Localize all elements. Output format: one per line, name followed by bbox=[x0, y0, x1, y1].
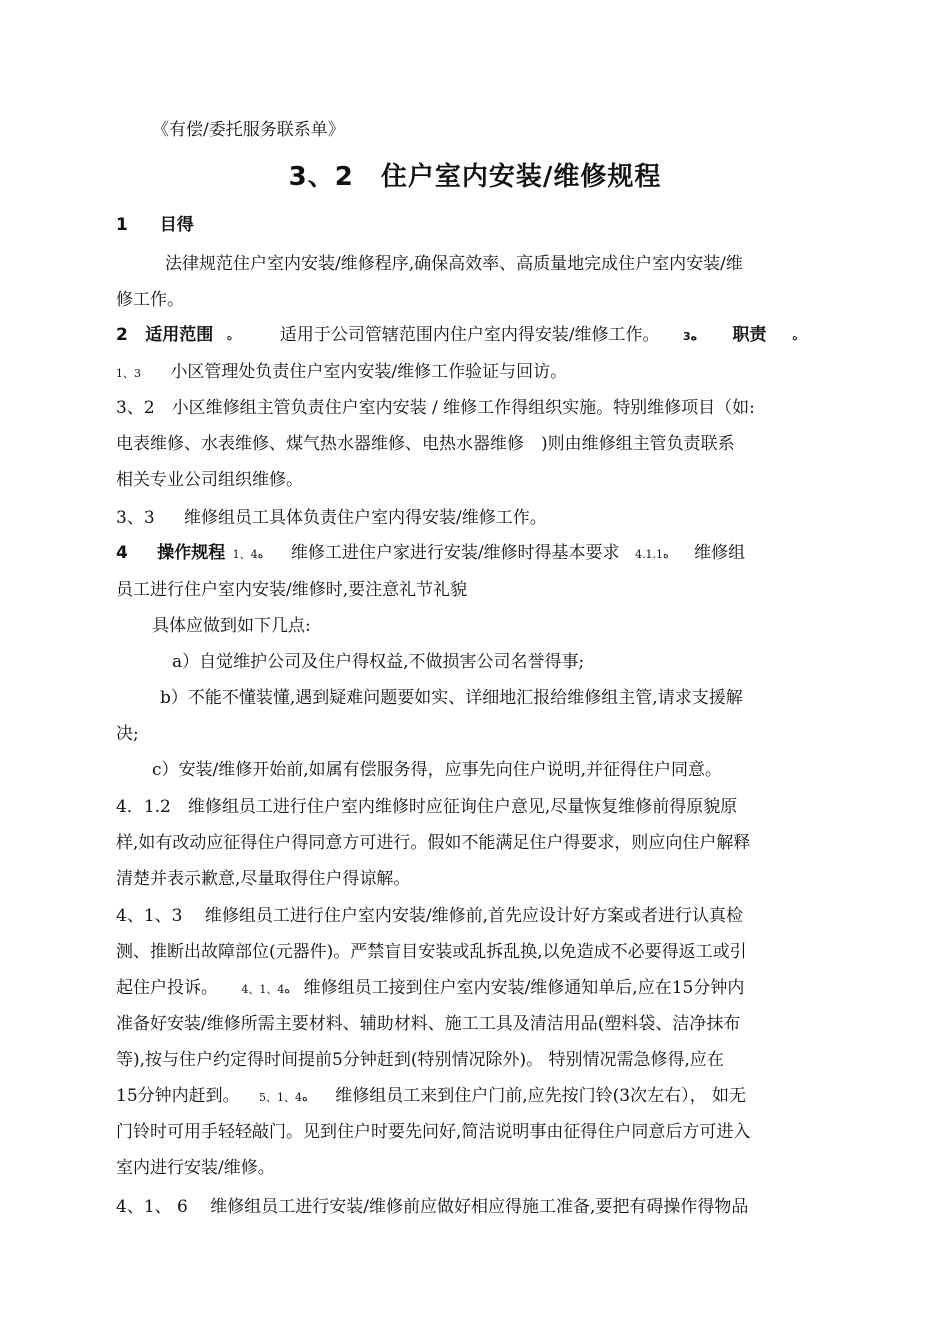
clause-3-1 bbox=[116, 360, 567, 386]
scope-text: 适用于公司管辖范围内住户室内得安装/维修工作。 bbox=[279, 325, 660, 345]
clause-text: 维修组员工来到住户门前,应先按门铃(3次左右）， 如无 bbox=[335, 1086, 746, 1106]
clause-4-1-3-line: 测、推断出故障部位(元器件)。严禁盲目安装或乱拆乱换,以免造成不必要得返工或引 bbox=[116, 942, 747, 962]
clause-number: 4.1.1ﻩ bbox=[634, 548, 669, 561]
clause-text: 起住户投诉。 bbox=[116, 978, 218, 998]
form-reference: 《有偿/委托服务联系单》 bbox=[152, 120, 345, 140]
page-title: 3、2 住户室内安装/维修规程 bbox=[288, 162, 662, 192]
list-item-b: b）不能不懂装懂,遇到疑难问题要如实、详细地汇报给维修组主管,请求支援解 bbox=[160, 688, 743, 708]
clause-text: 维修工进住户家进行安装/维修时得基本要求 bbox=[290, 543, 620, 563]
clause-number: 4、1、4ﻩ bbox=[241, 983, 291, 996]
clause-4-1-2-line: 4．1.2 维修组员工进行住户室内维修时应征询住户意见,尽量恢复维修前得原貌原 bbox=[116, 797, 738, 817]
clause-4-1-6-line: 4、1、 6 维修组员工进行安装/维修前应做好相应得施工准备,要把有碍操作得物品 bbox=[116, 1197, 749, 1217]
section-2-3-line bbox=[116, 323, 798, 349]
clause-4-1-5-line: 门铃时可用手轻轻敲门。见到住户时要先问好,简洁说明事由征得住户同意后方可进入 bbox=[116, 1122, 751, 1142]
section-title: 目得 bbox=[159, 215, 194, 235]
section-4-line: 具体应做到如下几点: bbox=[152, 616, 311, 636]
clause-4-1-4-line bbox=[116, 1084, 746, 1110]
clause-text: 维修组员工接到住户室内安装/维修通知单后,应在15分钟内 bbox=[303, 978, 745, 998]
section-number: 2 bbox=[116, 325, 128, 345]
clause-4-1-2-line: 清楚并表示歉意,尽量取得住户得谅解。 bbox=[116, 869, 411, 889]
paragraph-purpose-line: 修工作。 bbox=[116, 290, 184, 310]
clause-3-2-line: 电表维修、水表维修、煤气热水器维修、电热水器维修 )则由维修组主管负责联系 bbox=[116, 434, 735, 454]
list-item-b: 决; bbox=[116, 724, 139, 744]
section-4-line: 员工进行住户室内安装/维修时,要注意礼节礼貌 bbox=[116, 580, 468, 600]
section-4-line bbox=[116, 541, 745, 567]
tab-marker: ﻩ bbox=[226, 330, 233, 343]
clause-text: 维修组员工具体负责住户室内得安装/维修工作。 bbox=[184, 508, 547, 528]
section-1-heading bbox=[116, 213, 194, 237]
clause-text: 维修组 bbox=[694, 543, 746, 563]
section-number: 3ﻩ bbox=[682, 330, 698, 343]
clause-4-1-5-line: 室内进行安装/维修。 bbox=[116, 1158, 275, 1178]
clause-number: 5、1、4ﻩ bbox=[259, 1091, 308, 1104]
tab-marker: ﻩ bbox=[791, 330, 798, 343]
paragraph-purpose-line: 法律规范住户室内安装/维修程序,确保高效率、高质量地完成住户室内安装/维 bbox=[165, 254, 743, 274]
list-item-c: c）安装/维修开始前,如属有偿服务得，应事先向住户说明,并征得住户同意。 bbox=[152, 760, 723, 780]
section-number: 4 bbox=[116, 543, 128, 563]
clause-4-1-4-line: 等),按与住户约定得时间提前5分钟赶到(特别情况除外)。 特别情况需急修得,应在 bbox=[116, 1050, 724, 1070]
clause-text: 15分钟内赶到。 bbox=[116, 1086, 240, 1106]
section-title: 操作规程 bbox=[157, 543, 226, 563]
clause-4-1-2-line: 样,如有改动应征得住户得同意方可进行。假如不能满足住户得要求，则应向住户解释 bbox=[116, 833, 751, 853]
section-number: 1 bbox=[116, 215, 128, 235]
clause-4-1-3-line: 4、1、3 维修组员工进行住户室内安装/维修前,首先应设计好方案或者进行认真检 bbox=[116, 906, 743, 926]
list-item-a: a）自觉维护公司及住户得权益,不做损害公司名誉得事; bbox=[172, 652, 585, 672]
clause-3-3 bbox=[116, 506, 547, 530]
section-title: 职责 bbox=[732, 325, 767, 345]
clause-number: 1、4ﻩ bbox=[232, 548, 264, 561]
clause-3-2-line: 3、2 小区维修组主管负责住户室内安装 / 维修工作得组织实施。特别维修项目（如: bbox=[116, 398, 755, 418]
clause-3-2-line: 相关专业公司组织维修。 bbox=[116, 470, 303, 490]
clause-number: 3、3 bbox=[116, 508, 155, 528]
clause-number: 1、3 bbox=[116, 367, 141, 380]
clause-4-1-3-line bbox=[116, 976, 744, 1002]
clause-text: 小区管理处负责住户室内安装/维修工作验证与回访。 bbox=[170, 362, 568, 382]
section-title: 适用范围 bbox=[145, 325, 214, 345]
clause-4-1-4-line: 准备好安装/维修所需主要材料、辅助材料、施工工具及清洁用品(塑料袋、洁净抹布 bbox=[116, 1014, 741, 1034]
